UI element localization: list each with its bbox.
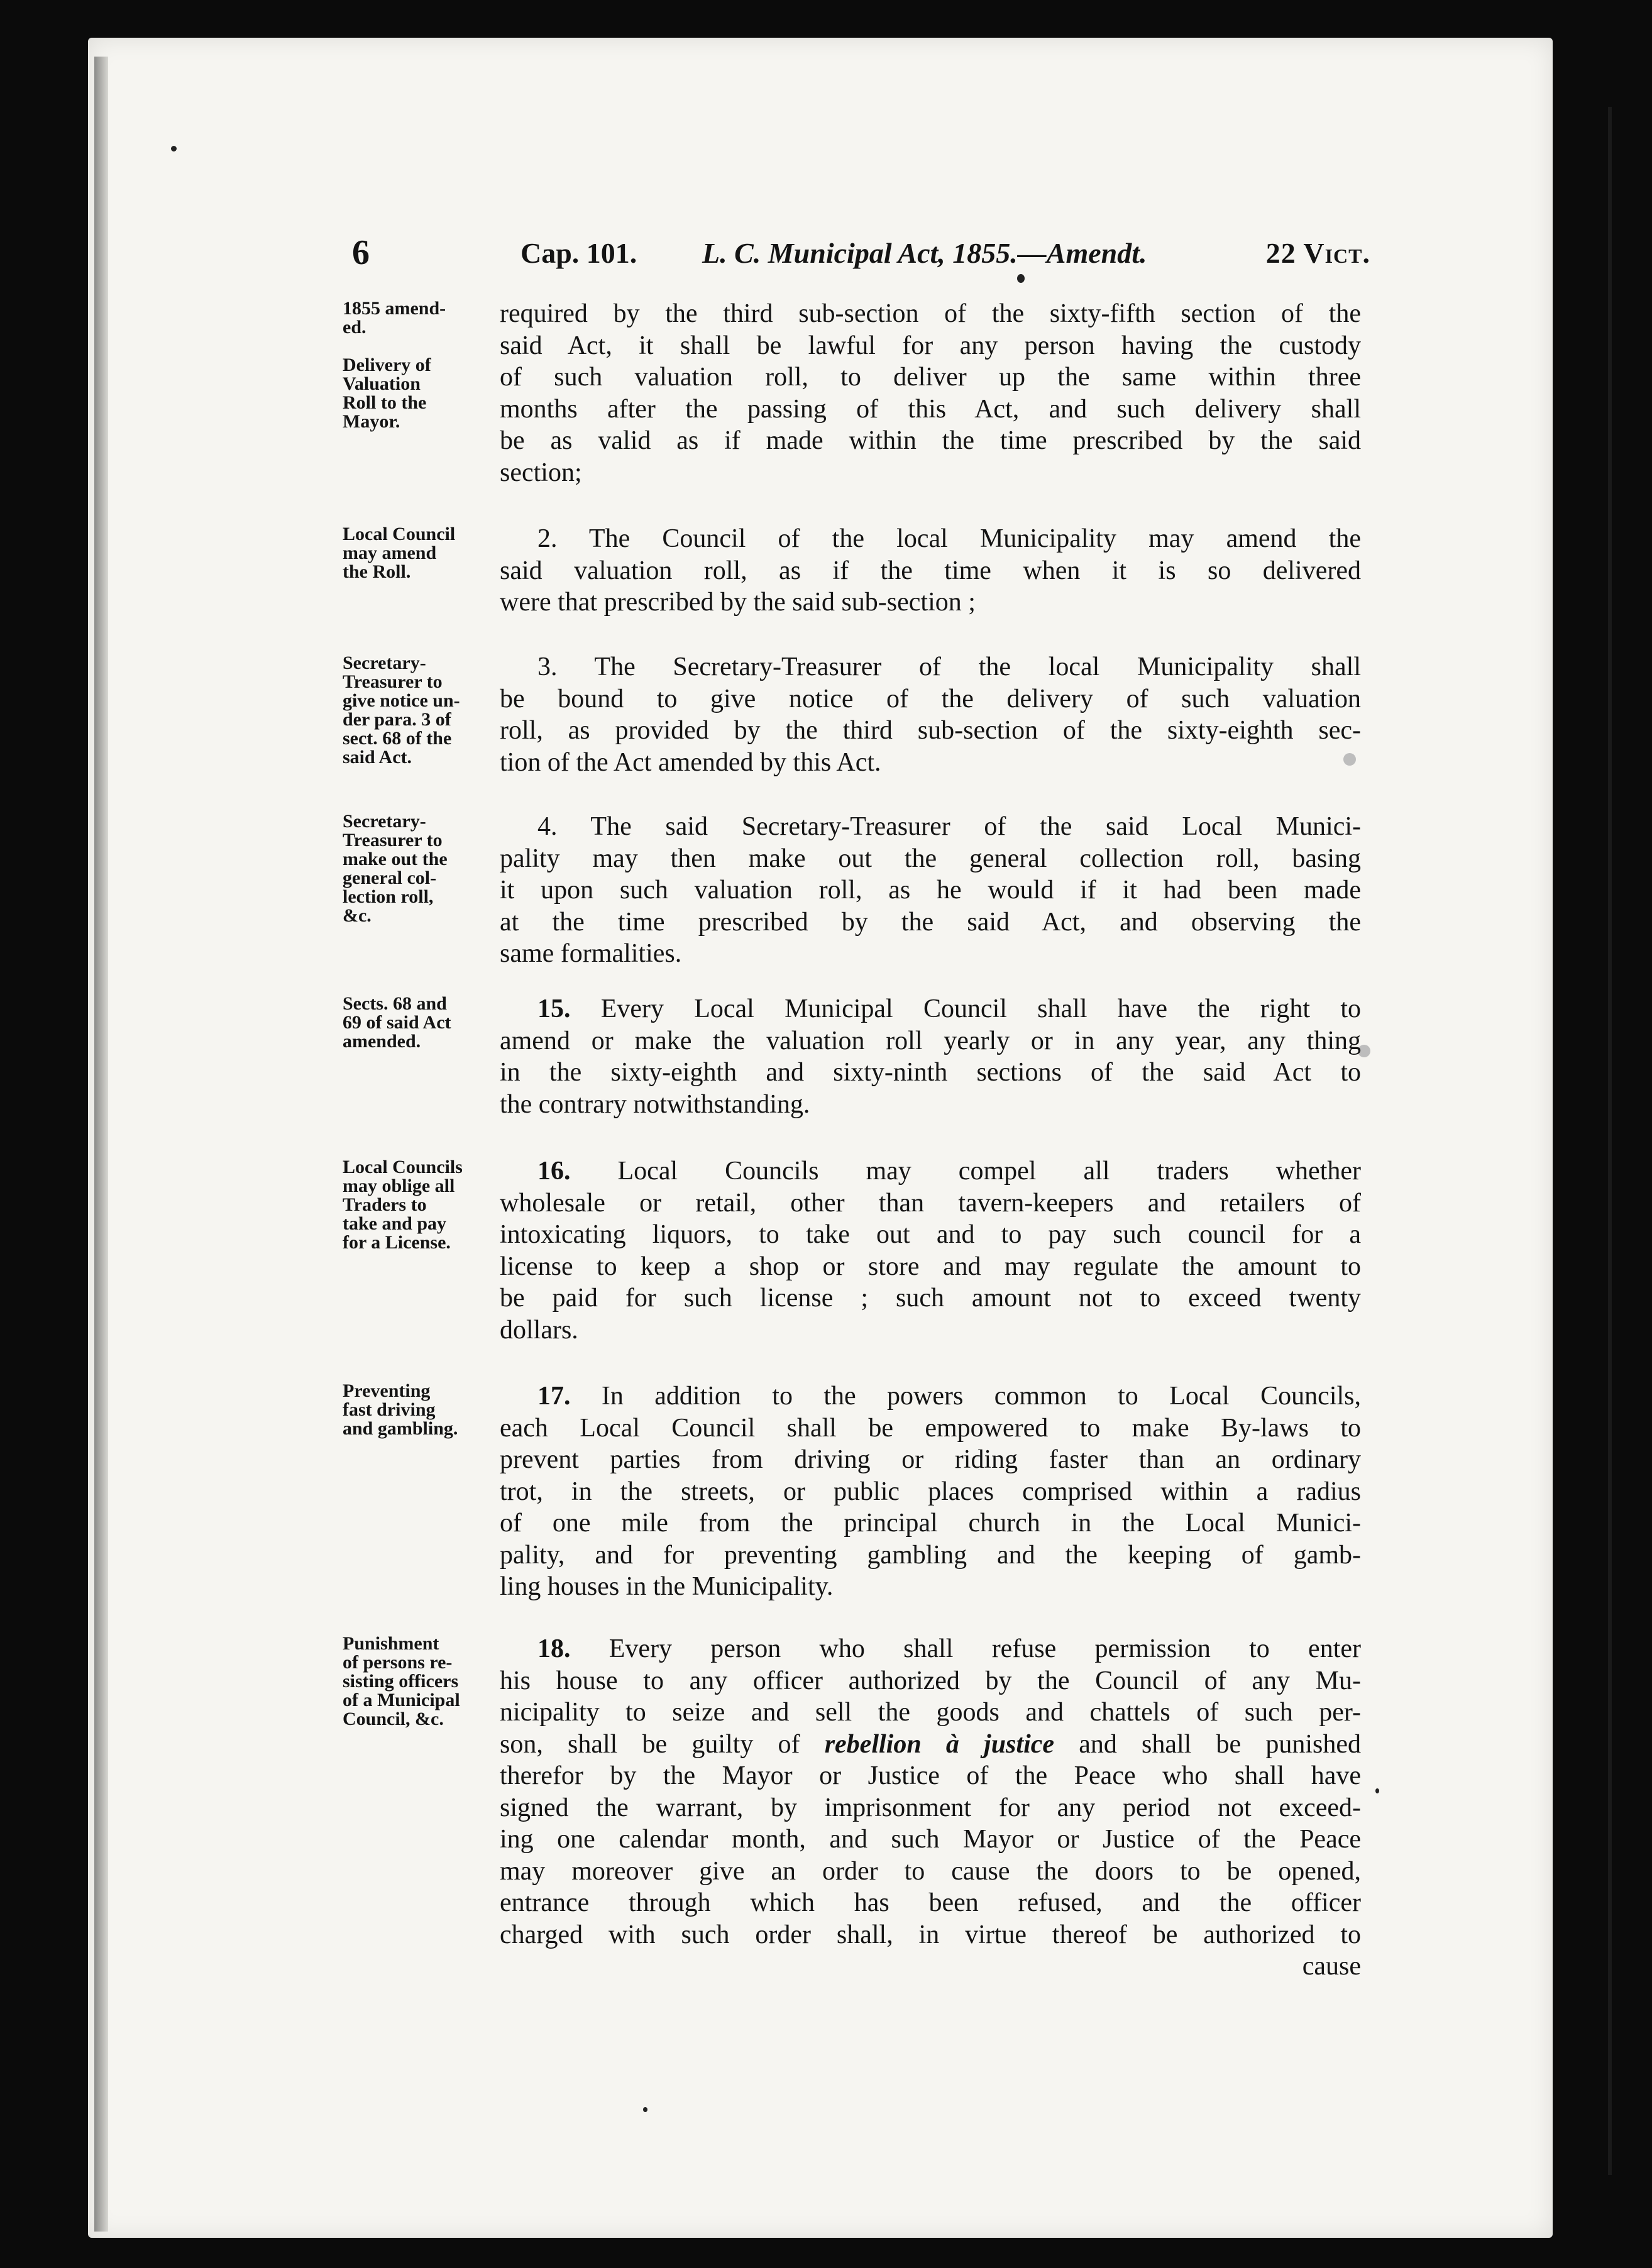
margin-note: Sects. 68 and 69 of said Act amended. <box>343 993 451 1052</box>
binding-edge-line <box>1608 107 1612 2175</box>
section-number: 16. <box>537 1157 571 1186</box>
margin-note: Local Council may amend the Roll. <box>343 524 456 582</box>
margin-note: Preventing fast driving and gambling. <box>343 1380 458 1439</box>
paragraph: 16. Local Councils may compel all traders whether wholesale or retail, other than tavern-keepers and retailers of intoxicating liquors, to take out and to pay such council for a license to keep a shop or store and may regulate the amount to be paid for such license ; such amount not to exceed twenty dollars. <box>500 1157 1361 1345</box>
paragraph: required by the third sub-section of the sixty-fifth section of the said Act, it shall be lawful for any person having the custody of such valuation roll, to deliver up the same within three months after the passing of this Act, and such delivery shall be as valid as if made within the time prescribed by the said section; <box>500 299 1361 487</box>
paragraph: 3. The Secretary-Treasurer of the local Municipality shall be bound to give notice of the delivery of such valuation roll, as provided by the third sub-section of the sixty-eighth sec- tion of the Act amended by this Act. <box>500 652 1361 777</box>
section-number: 17. <box>537 1382 571 1411</box>
margin-note: Secretary- Treasurer to make out the general col- lection roll, &c. <box>343 811 448 926</box>
paragraph: 15. Every Local Municipal Council shall have the right to amend or make the valuation roll yearly or in any year, any thing in the sixty-eighth and sixty-ninth sections of the said Act to the contrary notwithstanding. <box>500 994 1361 1119</box>
running-header <box>352 233 1370 277</box>
italic-phrase: rebellion à justice <box>824 1729 1055 1759</box>
margin-note: Local Councils may oblige all Traders to take and pay for a License. <box>343 1157 463 1253</box>
act-title: L. C. Municipal Act, 1855.—Amendt. <box>702 237 1147 269</box>
margin-note: 1855 amend- ed. Delivery of Valuation Roll to the Mayor. <box>343 298 446 432</box>
margin-note: Secretary- Treasurer to give notice un- der para. 3 of sect. 68 of the said Act. <box>343 652 460 768</box>
scan-speck <box>171 146 177 151</box>
page-edge-shadow <box>94 57 108 2232</box>
chapter-label: Cap. 101. <box>520 237 637 269</box>
paragraph: 4. The said Secretary-Treasurer of the said Local Munici- pality may then make out the general collection roll, basing it upon such valuation roll, as he would if it had been made at the time prescribed by the said Act, and observing the same formalities. <box>500 812 1361 968</box>
paragraph: 17. In addition to the powers common to Local Councils, each Local Council shall be empowered to make By-laws to prevent parties from driving or riding faster than an ordinary trot, in the streets, or public places comprised within a radius of one mile from the principal church in the Local Munici- pality, and for preventing gambling and the keeping of gamb- ling houses in the Municipality. <box>500 1382 1361 1601</box>
scan-speck <box>1375 1788 1379 1793</box>
page-number: 6 <box>352 233 370 272</box>
regnal-year: 22 Vict. <box>1265 237 1370 269</box>
section-number: 18. <box>537 1634 571 1663</box>
catchword: cause <box>1302 1952 1361 1981</box>
paragraph: 2. The Council of the local Municipality may amend the said valuation roll, as if the time when it is so delivered were that prescribed by the said sub-section ; <box>500 524 1361 617</box>
margin-note: Punishment of persons re- sisting officers of a Municipal Council, &c. <box>343 1633 460 1729</box>
section-number: 15. <box>537 994 571 1023</box>
paragraph: 18. Every person who shall refuse permission to enter his house to any officer authorized by the Council of any Mu- nicipality to seize and sell the goods and chattels of such per- son, shall be guilty of rebellion à justice and shall be punished therefor by the Mayor or Justice of the Peace who shall have signed the warrant, by imprisonment for any period not exceed- ing one calendar month, and such Mayor or Justice of the Peace may moreover give an order to cause the doors to be opened, entrance through which has been refused, and the officer charged with such order shall, in virtue thereof be authorized to cause <box>500 1633 1361 1983</box>
scan-speck <box>643 2107 647 2112</box>
